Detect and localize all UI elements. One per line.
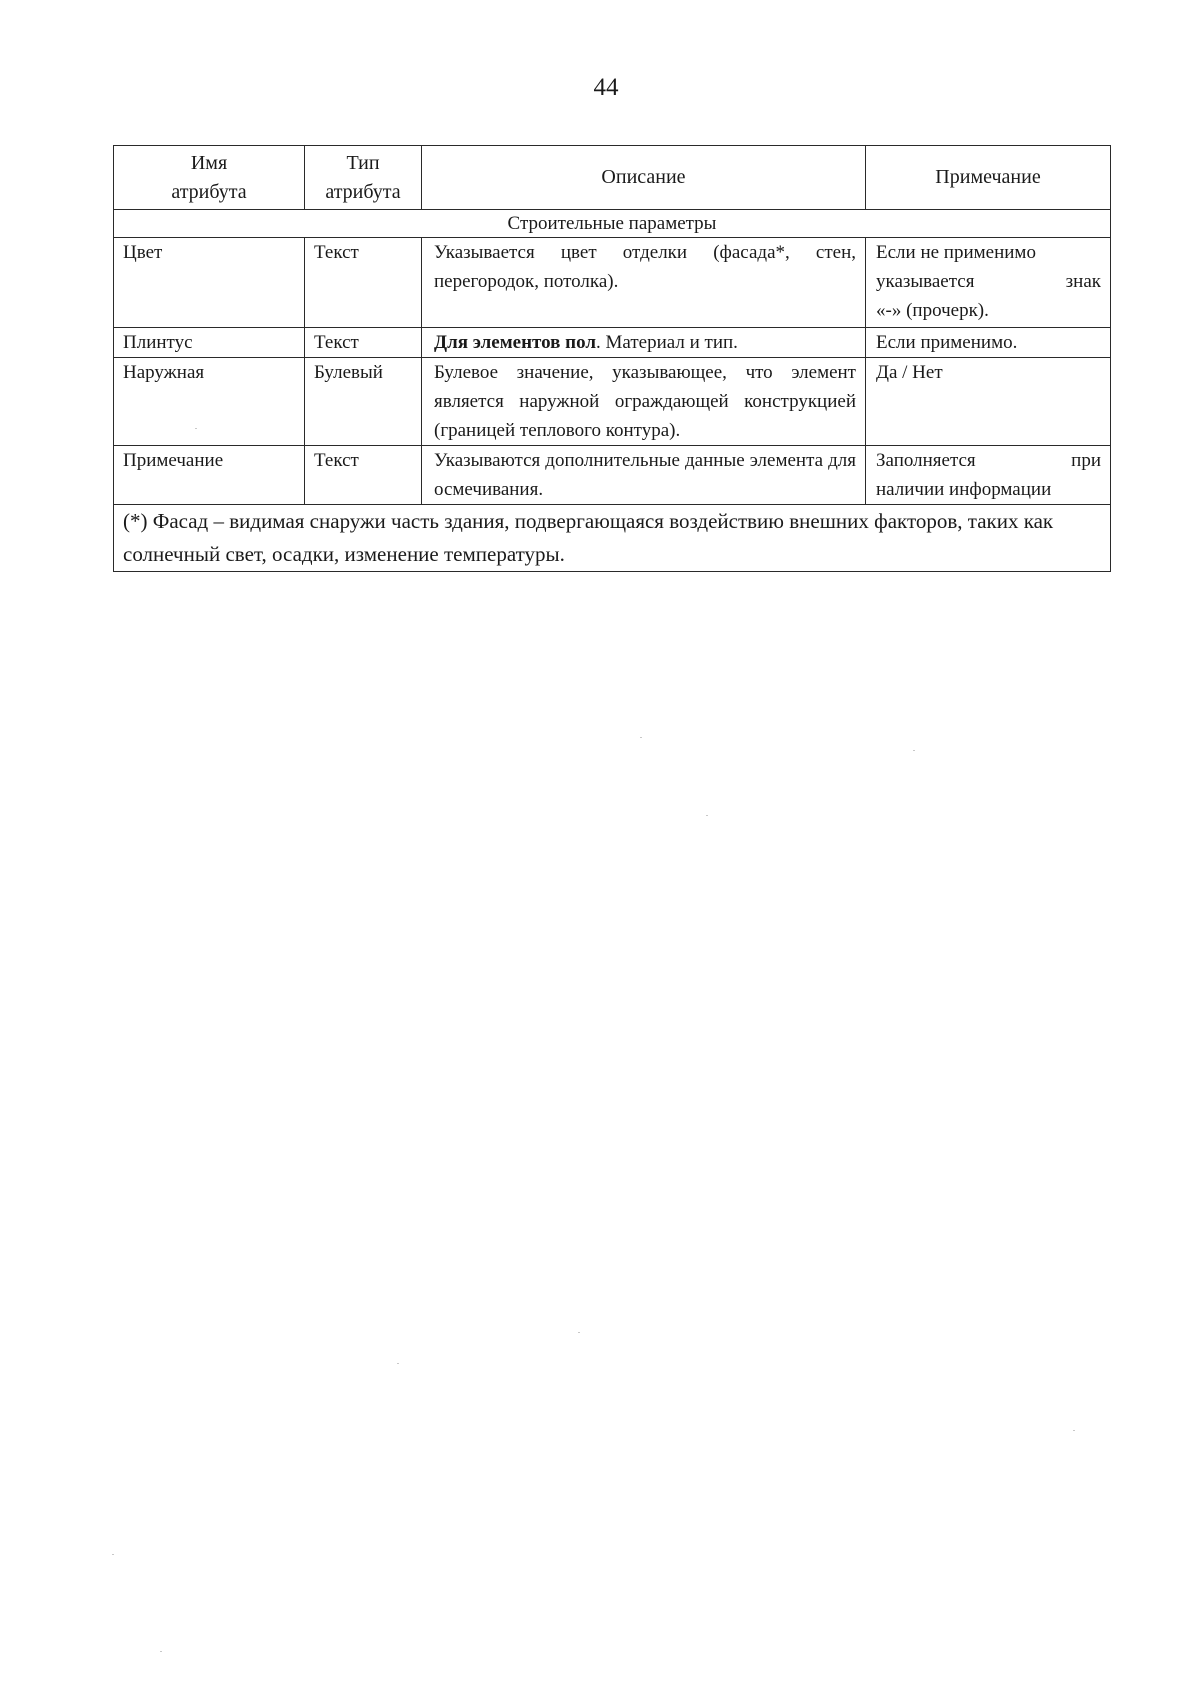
scan-speck (112, 1554, 114, 1555)
scan-speck (578, 1332, 580, 1333)
cell-description: Указывается цвет отделки (фасада*, стен, перегородок, потолка). (422, 238, 866, 328)
scan-speck (160, 1651, 162, 1652)
section-title: Строительные параметры (114, 210, 1111, 238)
scan-speck (195, 428, 197, 429)
table-row (114, 358, 1111, 446)
cell-attribute-type: Текст (305, 446, 422, 505)
table-row (114, 446, 1111, 505)
section-row (114, 210, 1111, 238)
scan-speck (397, 1363, 399, 1364)
header-attribute-name-line-1: Имя (190, 151, 228, 174)
cell-note: Если применимо. (866, 328, 1111, 358)
cell-description-rest: . Материал и тип. (596, 332, 738, 353)
header-note: Примечание (866, 146, 1111, 210)
page-number: 44 (593, 74, 619, 101)
cell-note-line-2: наличии информации (876, 479, 1052, 500)
table-header-row (114, 146, 1111, 210)
header-attribute-name (114, 146, 305, 210)
header-attribute-type-line-1: Тип (346, 151, 380, 174)
cell-description-bold: Для элементов пол (434, 332, 597, 353)
header-attribute-type-line-2: атрибута (325, 180, 401, 203)
cell-attribute-type: Булевый (305, 358, 422, 446)
cell-attribute-name: Цвет (114, 238, 305, 328)
cell-note-line-1: Если не применимо (876, 242, 1036, 263)
cell-attribute-type: Текст (305, 238, 422, 328)
cell-attribute-name: Наружная (114, 358, 305, 446)
cell-attribute-name: Плинтус (114, 328, 305, 358)
cell-note-line-3: «-» (прочерк). (876, 300, 989, 321)
cell-description: Указываются дополнительные данные элемента для осмечивания. (422, 446, 866, 505)
scan-speck (913, 750, 915, 751)
scan-speck (706, 815, 708, 816)
cell-note-line-2: указывается знак (876, 271, 1101, 292)
cell-note-line-1: Заполняется при (876, 450, 1101, 471)
scan-speck (1073, 1430, 1075, 1431)
cell-attribute-name: Примечание (114, 446, 305, 505)
cell-note: Да / Нет (866, 358, 1111, 446)
table-row (114, 328, 1111, 358)
header-attribute-type (305, 146, 422, 210)
cell-description (422, 328, 866, 358)
attribute-table (113, 145, 1111, 572)
scan-speck (640, 737, 642, 738)
header-description: Описание (422, 146, 866, 210)
footnote-row (114, 505, 1111, 572)
cell-attribute-type: Текст (305, 328, 422, 358)
footnote: (*) Фасад – видимая снаружи часть здания, подвергающаяся воздействию внешних факторов, таких как солнечный свет, осадки, изменение температуры. (114, 505, 1111, 572)
cell-note (866, 446, 1111, 505)
header-attribute-name-line-2: атрибута (171, 180, 247, 203)
cell-description: Булевое значение, указывающее, что элемент является наружной ограждающей конструкцией (границей теплового контура). (422, 358, 866, 446)
table-row (114, 238, 1111, 328)
cell-note (866, 238, 1111, 328)
